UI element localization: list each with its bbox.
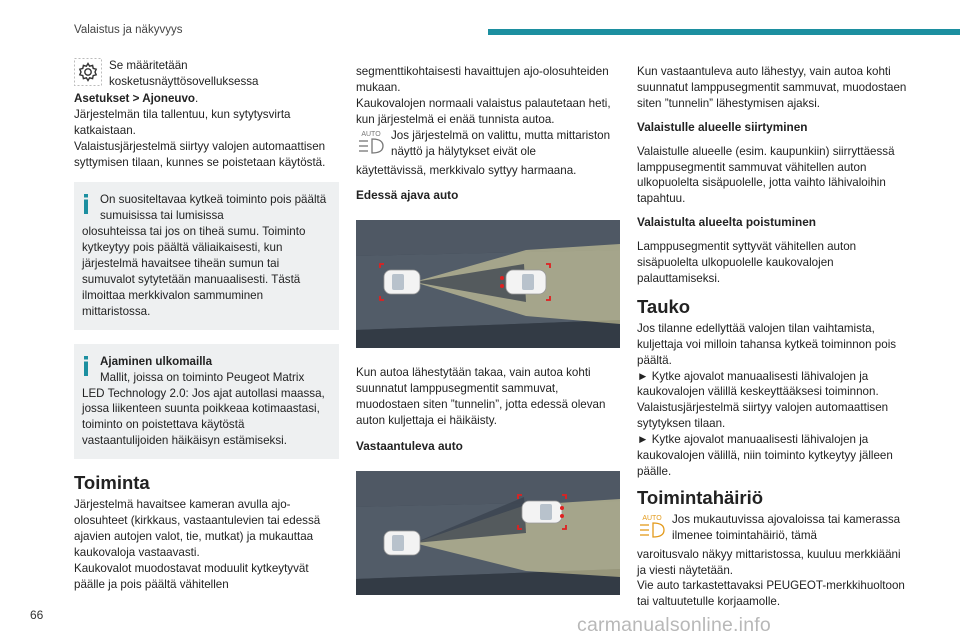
page-number: 66 [30, 608, 44, 622]
heading-vastaantuleva: Vastaantuleva auto [356, 438, 463, 453]
gear-text-2: kosketusnäyttösovelluksessa [109, 74, 259, 88]
paragraph: Järjestelmän tila tallentuu, kun sytytysvirta katkaistaan. [74, 107, 291, 137]
info-box-abroad [74, 344, 339, 459]
paragraph: Järjestelmä havaitsee kameran avulla ajo-olosuhteet (kirkkaus, vastaantulevien tai edessä ajavien autojen valot, tie, mutkat) ja mukauttaa kaukovaloja vastaavasti. [74, 498, 321, 559]
auto-note [637, 512, 907, 547]
illustration-car-ahead [356, 220, 620, 348]
paragraph: Vie auto tarkastettavaksi PEUGEOT-merkkihuoltoon tai valtuutetulle korjaamolle. [637, 579, 905, 609]
info-text: On suositeltavaa kytkeä toiminto pois päältä sumuisissa tai lumisissa [100, 193, 327, 223]
column-3 [637, 64, 907, 610]
gear-text-1: Se määritetään [109, 59, 188, 72]
paragraph: segmenttikohtaisesti havaittujen ajo-olosuhteiden mukaan. [356, 65, 609, 94]
paragraph: Kaukovalot muodostavat moduulit kytkeytyvät päälle ja pois päältä vähitellen [74, 561, 309, 591]
gear-note [74, 58, 339, 91]
auto-text: Jos järjestelmä on valittu, mutta mittariston näyttö ja hälytykset eivät ole [391, 128, 611, 158]
illustration-oncoming-car [356, 471, 620, 595]
paragraph: Kun autoa lähestytään takaa, vain autoa kohti suunnatut lamppusegmentit sammuvat, muodostaen siten ”tunnelin”, jotta edessä olevan auton kuljettaja ei häikäisty. [356, 366, 606, 427]
auto-headlamp-icon [356, 128, 386, 163]
auto-headlamp-icon [637, 512, 667, 547]
section-title-toimintahairio: Toimintahäiriö [637, 486, 764, 508]
auto-text: Jos mukautuvissa ajovaloissa tai kamerassa ilmenee toimintahäiriö, tämä [672, 512, 901, 542]
header-accent-bar [488, 29, 960, 35]
heading-valaistulle: Valaistulle alueelle siirtyminen [637, 119, 808, 134]
column-2 [356, 64, 620, 612]
section-title-toiminta: Toiminta [74, 472, 150, 494]
paragraph: Jos tilanne edellyttää valojen tilan vaihtamista, kuljettaja voi milloin tahansa kytkeä toiminnon pois päältä. [637, 321, 897, 367]
info-text: olosuhteissa tai jos on tiheä sumu. Toiminto kytkeytyy pois päältä väliaikaisesti, kun järjestelmä havaitsee tiheän sumun tai sumuvalot sytytetään manuaalisesti. Tästä ilmoittaa merkkivalon sammuminen mittaristossa. [82, 225, 306, 318]
paragraph: Valaistusjärjestelmä siirtyy valojen automaattisen sytytyksen tilaan. [637, 401, 889, 431]
info-title: Ajaminen ulkomailla [100, 354, 213, 368]
paragraph: Valaistusjärjestelmä siirtyy valojen automaattisen syttymisen tilaan, kunnes se poistetaan käytöstä. [74, 139, 326, 169]
watermark: carmanualsonline.info [577, 614, 771, 636]
auto-note [356, 128, 620, 163]
running-header: Valaistus ja näkyvyys [74, 24, 183, 36]
settings-path: Asetukset > Ajoneuvo [74, 91, 196, 105]
column-1: Se määritetään kosketusnäyttösovelluksessa Asetukset > Ajoneuvo. Järjestelmän tila tallentuu, kun sytytysvirta katkaistaan. Valaistusjärjestelmä siirtyy valojen automaattisen syttymisen tilaan, kunnes se poistetaan käytöstä. On suositeltavaa kytkeä toiminto pois päältä sumuisissa tai lumisissa olosuhteissa tai jos on tiheä sumu. Toiminto kytkeytyy pois päältä väliaikaisesti, kun järjestelmä havaitsee tiheän sumun tai sumuvalot sytytetään manuaalisesti. Tästä ilmoittaa merkkivalon sammuminen mittaristossa. Ajaminen ulkomailla Mallit, joissa on toiminto Peugeot Matrix LED Technology 2.0: Jos ajat autollasi maassa, jossa liikenteen suunta poikkeaa kotimaastasi, toiminto on poistettava käytöstä vastaantulijoiden häikäisyn estämiseksi. Toiminta Järjestelmä havaitsee kameran avulla ajo-olosuhteet (kirkkaus, vastaantulevien tai edessä ajavien autojen valot, tie, mutkat) ja mukauttaa kaukovaloja vastaavasti. Kaukovalot muodostavat moduulit kytkeytyvät päälle ja pois päältä vähitellen [74, 58, 339, 592]
paragraph: Kaukovalojen normaali valaistus palautetaan heti, kun järjestelmä ei enää tunnista autoa. [356, 96, 611, 126]
section-title-tauko: Tauko [637, 295, 691, 317]
paragraph: käytettävissä, merkkivalo syttyy harmaana. [356, 163, 577, 177]
paragraph: Valaistulle alueelle (esim. kaupunkiin) siirryttäessä lamppusegmentit sammuvat vähitellen auton ulkopuolelta sisäpuolelle, jotta vaihto lähivaloihin tapahtuu. [637, 144, 895, 206]
info-text: Mallit, joissa on toiminto Peugeot Matrix [100, 370, 305, 384]
info-text: LED Technology 2.0: Jos ajat autollasi maassa, jossa liikenteen suunta poikkeaa kotimaastasi, toiminto on poistettava käytöstä vastaantulijoiden häikäisyn estämiseksi. [82, 386, 325, 448]
svg-text:AUTO: AUTO [642, 514, 662, 522]
paragraph: varoitusvalo näkyy mittaristossa, kuuluu merkkiääni ja viesti näytetään. [637, 547, 901, 577]
heading-valaistulta: Valaistulta alueelta poistuminen [637, 215, 816, 230]
paragraph: Lamppusegmentit syttyvät vähitellen auton sisäpuolelta ulkopuolelle kaukovalojen palauttamiseksi. [637, 240, 857, 285]
gear-icon [74, 58, 104, 91]
paragraph: Kun vastaantuleva auto lähestyy, vain autoa kohti suunnatut lamppusegmentit sammuvat, muodostaen siten ”tunnelin” lähestymisen ajaksi. [637, 65, 907, 110]
paragraph: ► Kytke ajovalot manuaalisesti lähivalojen ja kaukovalojen välillä, niin toiminto kytkeytyy jälleen päälle. [637, 433, 893, 478]
paragraph: ► Kytke ajovalot manuaalisesti lähivalojen ja kaukovalojen välillä keskeyttääksesi toiminnon. [637, 369, 879, 399]
info-icon [82, 194, 90, 219]
info-icon [82, 356, 90, 381]
svg-text:AUTO: AUTO [361, 130, 381, 138]
heading-edessa: Edessä ajava auto [356, 188, 459, 203]
info-box-fog [74, 182, 339, 329]
